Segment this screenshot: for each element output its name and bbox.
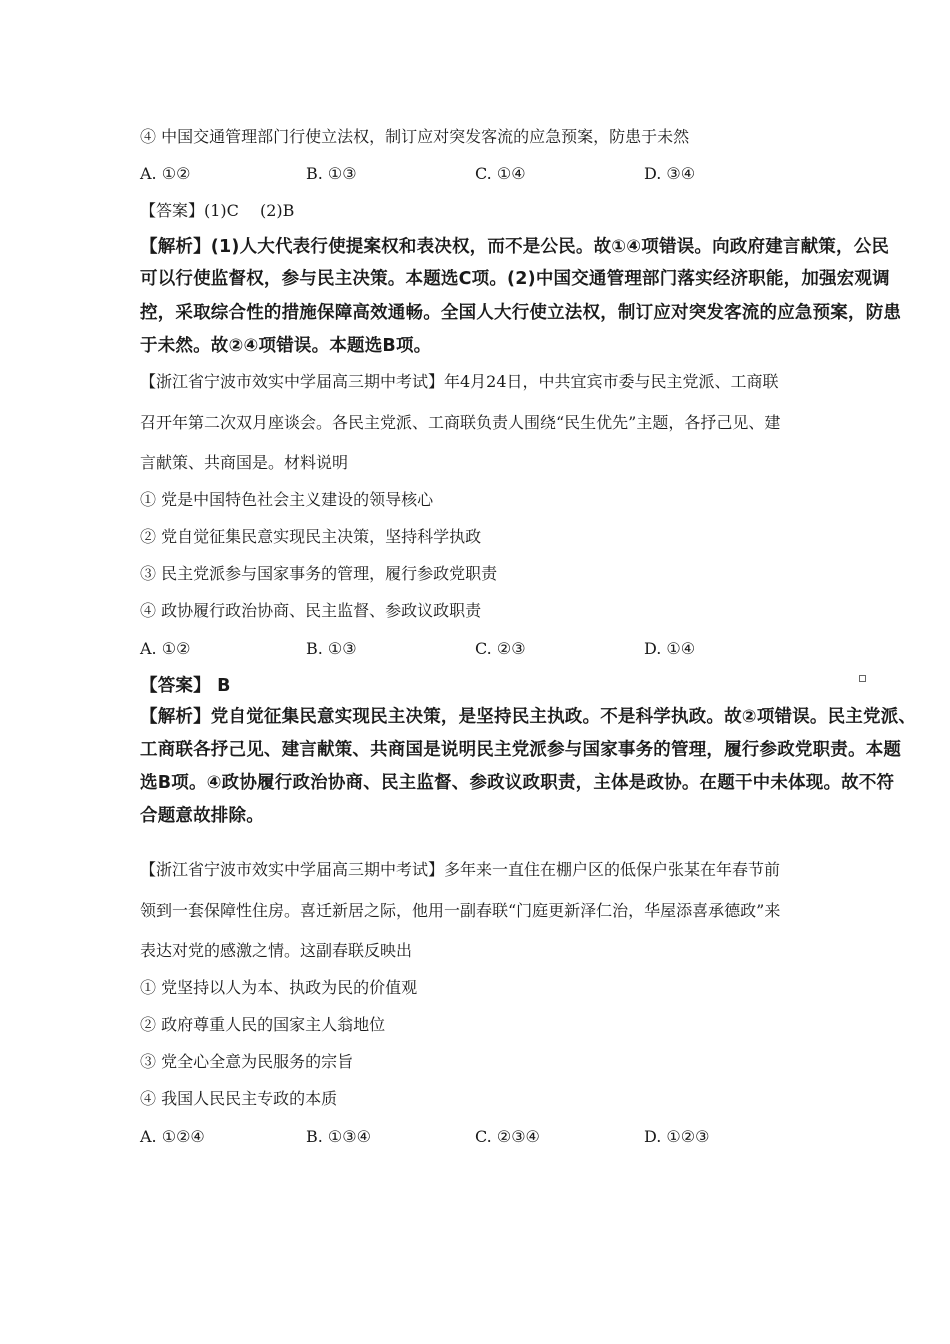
q3-option-d: D. ①②③ [644, 1127, 710, 1146]
q2-option-d: D. ①④ [644, 639, 696, 658]
q3-option-c: C. ②③④ [475, 1127, 540, 1146]
q3-stem-line: 领到一套保障性住房。喜迁新居之际，他用一副春联“门庭更新泽仁治，华屋添喜承德政”来 [140, 901, 781, 920]
q3-stem-line: 【浙江省宁波市效实中学届高三期中考试】多年来一直住在棚户区的低保户张某在年春节前 [140, 860, 781, 879]
q2-analysis-line: 工商联各抒己见、建言献策、共商国是说明民主党派参与国家事务的管理，履行参政党职责。本题 [140, 740, 902, 760]
q1-analysis-line: 可以行使监督权，参与民主决策。本题选C项。(2)中国交通管理部门落实经济职能，加强宏观调 [140, 269, 890, 289]
q1-answer: 【答案】(1)C (2)B [140, 201, 295, 220]
q2-item-2: ② 党自觉征集民意实现民主决策，坚持科学执政 [140, 527, 482, 546]
q1-analysis-line: 于未然。故②④项错误。本题选B项。 [140, 336, 432, 356]
q2-stem-line: 召开年第二次双月座谈会。各民主党派、工商联负责人围绕“民生优先”主题，各抒己见、建 [140, 413, 781, 432]
small-square-mark [859, 675, 866, 682]
q1-option-d: D. ③④ [644, 164, 696, 183]
q2-analysis-line: 选B项。④政协履行政治协商、民主监督、参政议政职责，主体是政协。在题干中未体现。故不符 [140, 773, 895, 793]
q2-option-a: A. ①② [140, 639, 191, 658]
q1-analysis-line: 【解析】(1)人大代表行使提案权和表决权，而不是公民。故①④项错误。向政府建言献策，公民 [140, 237, 890, 257]
q2-analysis-line: 合题意故排除。 [140, 806, 264, 826]
q1-item-4: ④ 中国交通管理部门行使立法权，制订应对突发客流的应急预案，防患于未然 [140, 127, 690, 146]
q2-answer: 【答案】 B [140, 676, 231, 696]
q1-option-b: B. ①③ [306, 164, 357, 183]
q2-item-1: ① 党是中国特色社会主义建设的领导核心 [140, 490, 434, 509]
q3-item-3: ③ 党全心全意为民服务的宗旨 [140, 1052, 354, 1071]
q2-option-c: C. ②③ [475, 639, 526, 658]
q2-stem-line: 【浙江省宁波市效实中学届高三期中考试】年4月24日，中共宜宾市委与民主党派、工商联 [140, 372, 779, 391]
q1-option-c: C. ①④ [475, 164, 526, 183]
q3-item-4: ④ 我国人民民主专政的本质 [140, 1089, 338, 1108]
q2-item-4: ④ 政协履行政治协商、民主监督、参政议政职责 [140, 601, 482, 620]
q2-analysis-line: 【解析】党自觉征集民意实现民主决策，是坚持民主执政。不是科学执政。故②项错误。民主党派、 [140, 707, 917, 727]
q1-analysis-line: 控，采取综合性的措施保障高效通畅。全国人大行使立法权，制订应对突发客流的应急预案，防患 [140, 303, 902, 323]
q3-item-2: ② 政府尊重人民的国家主人翁地位 [140, 1015, 386, 1034]
q3-item-1: ① 党坚持以人为本、执政为民的价值观 [140, 978, 418, 997]
q2-item-3: ③ 民主党派参与国家事务的管理，履行参政党职责 [140, 564, 498, 583]
q2-stem-line: 言献策、共商国是。材料说明 [140, 453, 349, 472]
q1-option-a: A. ①② [140, 164, 191, 183]
q3-option-a: A. ①②④ [140, 1127, 205, 1146]
q3-stem-line: 表达对党的感激之情。这副春联反映出 [140, 941, 413, 960]
q2-option-b: B. ①③ [306, 639, 357, 658]
q3-option-b: B. ①③④ [306, 1127, 371, 1146]
